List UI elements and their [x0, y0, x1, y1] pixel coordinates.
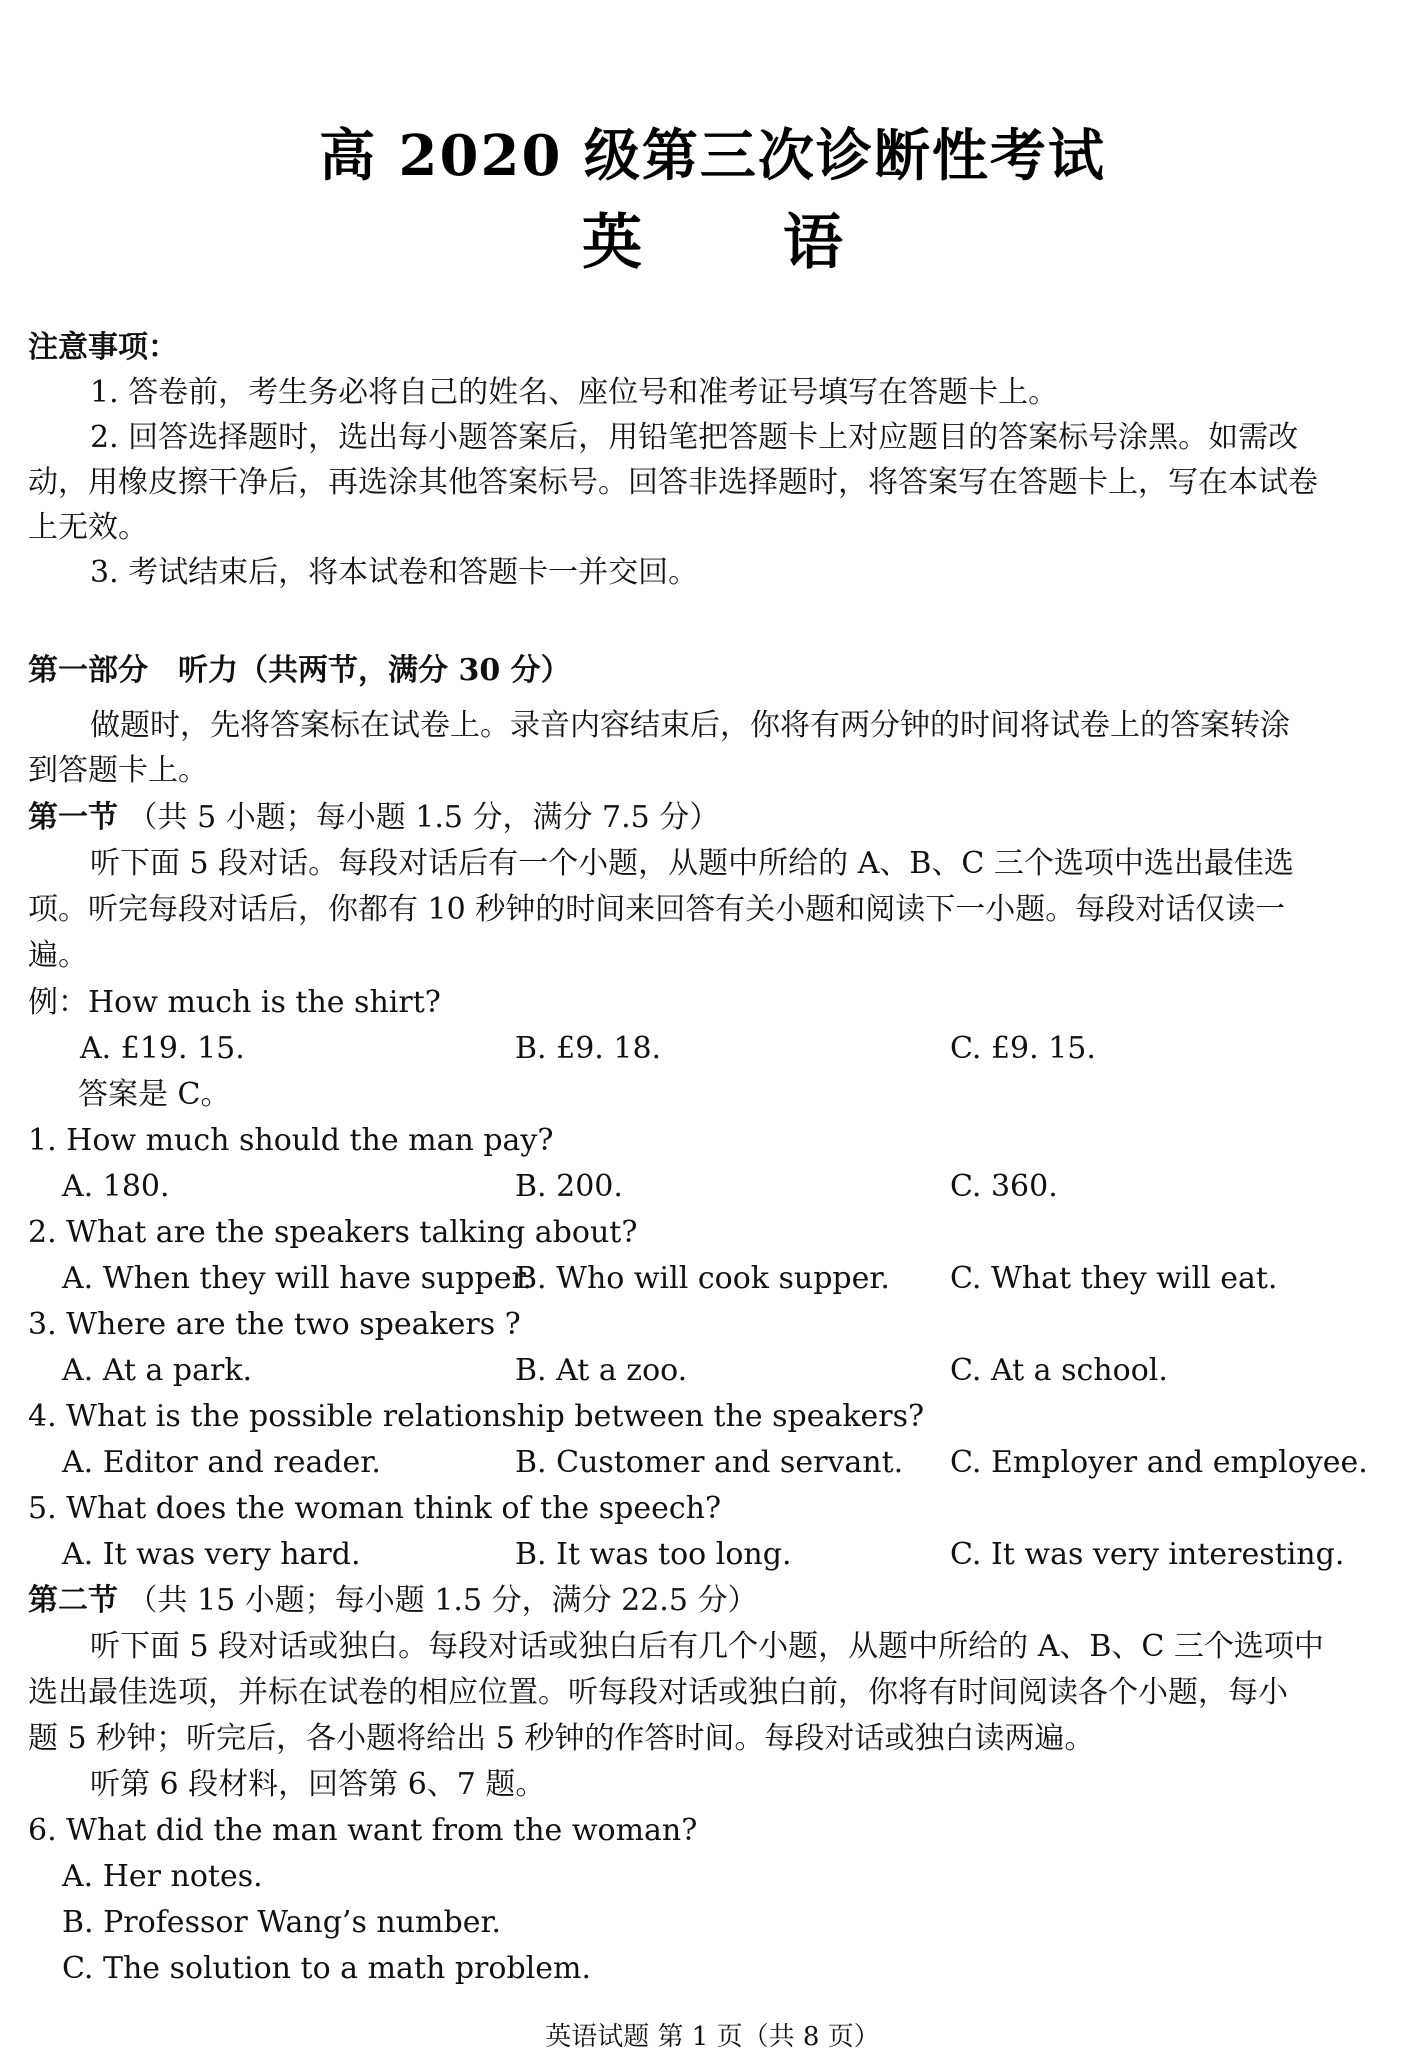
section1-heading-row — [28, 798, 719, 838]
q2-option-c: C. What they will eat. — [950, 1261, 1278, 1296]
q1-option-c: C. 360. — [950, 1169, 1058, 1204]
section2-instructions: 听下面 5 段对话或独白。每段对话或独白后有几个小题，从题中所给的 A、B、C 三个选项中 — [90, 1629, 1324, 1664]
section1-instructions: 项。听完每段对话后，你都有 10 秒钟的时间来回答有关小题和阅读下一小题。每段对话仅读一 — [28, 892, 1286, 927]
notice-line: 1. 答卷前，考生务必将自己的姓名、座位号和准考证号填写在答题卡上。 — [90, 375, 1059, 410]
section1-note: （共 5 小题；每小题 1.5 分，满分 7.5 分） — [127, 800, 720, 835]
q4-option-b: B. Customer and servant. — [515, 1445, 904, 1480]
q3-option-b: B. At a zoo. — [515, 1353, 688, 1388]
q2-option-a: A. When they will have supper. — [62, 1261, 533, 1296]
page-footer: 英语试题 第 1 页（共 8 页） — [545, 2022, 880, 2052]
question-4: 4. What is the possible relationship between the speakers? — [28, 1399, 925, 1434]
section1-instructions: 听下面 5 段对话。每段对话后有一个小题，从题中所给的 A、B、C 三个选项中选出最佳选 — [90, 846, 1294, 881]
example-option-a: A. £19. 15. — [80, 1031, 245, 1066]
question-6: 6. What did the man want from the woman? — [28, 1813, 698, 1848]
notice-line: 3. 考试结束后，将本试卷和答题卡一并交回。 — [90, 555, 699, 590]
example-question: 例：How much is the shirt? — [28, 985, 441, 1020]
part1-intro: 到答题卡上。 — [28, 753, 208, 788]
section1-heading: 第一节 — [28, 800, 118, 835]
q2-option-b: B. Who will cook supper. — [515, 1261, 890, 1296]
section2-heading-row — [28, 1581, 757, 1621]
notice-line: 动，用橡皮擦干净后，再选涂其他答案标号。回答非选择题时，将答案写在答题卡上，写在本试卷 — [28, 465, 1318, 500]
q4-option-a: A. Editor and reader. — [62, 1445, 381, 1480]
section2-note: （共 15 小题；每小题 1.5 分，满分 22.5 分） — [127, 1583, 758, 1618]
section1-instructions: 遍。 — [28, 938, 88, 973]
section2-heading: 第二节 — [28, 1583, 118, 1618]
part1-intro: 做题时，先将答案标在试卷上。录音内容结束后，你将有两分钟的时间将试卷上的答案转涂 — [90, 708, 1290, 743]
section2-instructions: 选出最佳选项，并标在试卷的相应位置。听每段对话或独白前，你将有时间阅读各个小题，每小 — [28, 1675, 1288, 1710]
q4-option-c: C. Employer and employee. — [950, 1445, 1368, 1480]
example-option-b: B. £9. 18. — [515, 1031, 662, 1066]
q5-option-c: C. It was very interesting. — [950, 1537, 1345, 1572]
notice-line: 2. 回答选择题时，选出每小题答案后，用铅笔把答题卡上对应题目的答案标号涂黑。如需改 — [90, 420, 1299, 455]
question-3: 3. Where are the two speakers ? — [28, 1307, 521, 1342]
section2-material: 听第 6 段材料，回答第 6、7 题。 — [90, 1767, 546, 1802]
q3-option-a: A. At a park. — [62, 1353, 253, 1388]
question-2: 2. What are the speakers talking about? — [28, 1215, 638, 1250]
notice-heading: 注意事项： — [28, 330, 178, 365]
subject-title: 英 语 — [582, 208, 903, 278]
question-1: 1. How much should the man pay? — [28, 1123, 554, 1158]
example-answer: 答案是 C。 — [78, 1077, 231, 1112]
notice-line: 上无效。 — [28, 510, 148, 545]
q6-option-a: A. Her notes. — [62, 1859, 263, 1894]
q3-option-c: C. At a school. — [950, 1353, 1168, 1388]
section2-instructions: 题 5 秒钟；听完后，各小题将给出 5 秒钟的作答时间。每段对话或独白读两遍。 — [28, 1721, 1095, 1756]
exam-title: 高 2020 级第三次诊断性考试 — [319, 123, 1106, 189]
q1-option-a: A. 180. — [62, 1169, 170, 1204]
q6-option-b: B. Professor Wang’s number. — [62, 1905, 502, 1940]
part1-heading: 第一部分 听力（共两节，满分 30 分） — [28, 653, 571, 688]
q5-option-b: B. It was too long. — [515, 1537, 792, 1572]
q6-option-c: C. The solution to a math problem. — [62, 1951, 591, 1986]
q1-option-b: B. 200. — [515, 1169, 623, 1204]
example-option-c: C. £9. 15. — [950, 1031, 1096, 1066]
question-5: 5. What does the woman think of the speech? — [28, 1491, 722, 1526]
q5-option-a: A. It was very hard. — [62, 1537, 361, 1572]
